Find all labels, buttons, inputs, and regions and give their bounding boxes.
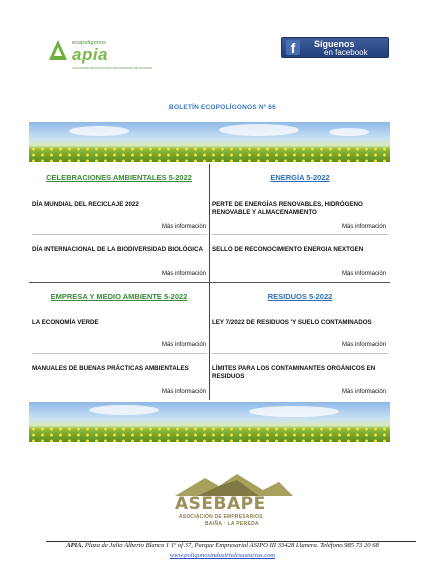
footer-website-link[interactable]: www.poligonosindustrialesasturias.com [169, 552, 276, 559]
footer-address [0, 542, 445, 549]
asebape-logo[interactable] [167, 470, 297, 532]
more-info-link[interactable]: Más información [161, 342, 206, 348]
apia-triangle-logo-icon [48, 39, 68, 61]
section-title-empresa[interactable]: EMPRESA Y MEDIO AMBIENTE 5-2022 [50, 292, 188, 301]
footer-address-text: Plaza de Julio Alberto Blanco 1 1º of 37, Parque Empresarial ASIPO III 33428 Llanera. Teléfono 985 73 20 68 [83, 542, 379, 549]
section-divider [29, 282, 390, 283]
more-info-link[interactable]: Más información [341, 224, 386, 230]
footer-org: APIA, [66, 542, 84, 549]
sections-grid [29, 164, 390, 402]
boletin-title: BOLETÍN ECOPOLÍGONOS Nº 66 [169, 104, 276, 111]
item-dia-mundial-reciclaje: DÍA MUNDIAL DEL RECICLAJE 2022 [32, 201, 139, 208]
item-separator [212, 353, 388, 354]
section-title-energia[interactable]: ENERGÍA 5-2022 [270, 173, 330, 182]
more-info-link[interactable]: Más información [161, 271, 206, 277]
facebook-follow-button[interactable] [281, 37, 389, 58]
section-title-celebraciones[interactable]: CELEBRACIONES AMBIENTALES 5-2022 [46, 173, 192, 182]
item-ley-residuos: LEY 7/2022 DE RESIDUOS 'Y SUELO CONTAMINADOS [212, 319, 372, 326]
item-limites-contaminantes: LÍMITES PARA LOS CONTAMINANTES ORGÁNICOS EN RESIDUOS [212, 365, 376, 380]
item-separator [212, 234, 388, 235]
item-perte-energias: PERTE DE ENERGÍAS RENOVABLES, HIDRÓGENO RENOVABLE Y ALMACENAMIENTO [212, 201, 363, 216]
item-manuales-buenas-practicas: MANUALES DE BUENAS PRÁCTICAS AMBIENTALES [32, 365, 189, 372]
asebape-name: ASEBAPE [175, 494, 266, 514]
more-info-link[interactable]: Más información [341, 271, 386, 277]
more-info-link[interactable]: Más información [161, 389, 206, 395]
item-dia-biodiversidad: DÍA INTERNACIONAL DE LA BIODIVERSIDAD BIOLÓGICA [32, 246, 203, 253]
item-sello-nextgen: SELLO DE RECONOCIMIENTO ENERGIA NEXTGEN [212, 246, 364, 253]
facebook-icon: f [286, 40, 300, 55]
item-economia-verde: LA ECONOMÍA VERDE [32, 319, 99, 326]
more-info-link[interactable]: Más información [161, 224, 206, 230]
asebape-line2: BAIÑA · LA PEREDA [205, 521, 259, 527]
meadow-banner-bottom [29, 402, 390, 442]
more-info-link[interactable]: Más información [341, 389, 386, 395]
logo-small-text: ecopolígonos [72, 40, 106, 46]
header [0, 0, 445, 100]
meadow-banner-top [29, 122, 390, 162]
asebape-line1: ASOCIACIÓN DE EMPRESARIOS [179, 514, 263, 520]
section-title-residuos[interactable]: RESIDUOS 5-2022 [267, 292, 333, 301]
logo-big-text: apia [72, 45, 109, 64]
logo-tagline: ASOCIACIÓN DE POLÍGONOS INDUSTRIALES DE ASTURIAS [72, 66, 153, 70]
facebook-line2: en facebook [324, 48, 368, 57]
item-separator [32, 353, 207, 354]
item-separator [32, 234, 207, 235]
more-info-link[interactable]: Más información [341, 342, 386, 348]
apia-logo[interactable] [46, 36, 153, 76]
facebook-line1: Síguenos [314, 39, 355, 49]
